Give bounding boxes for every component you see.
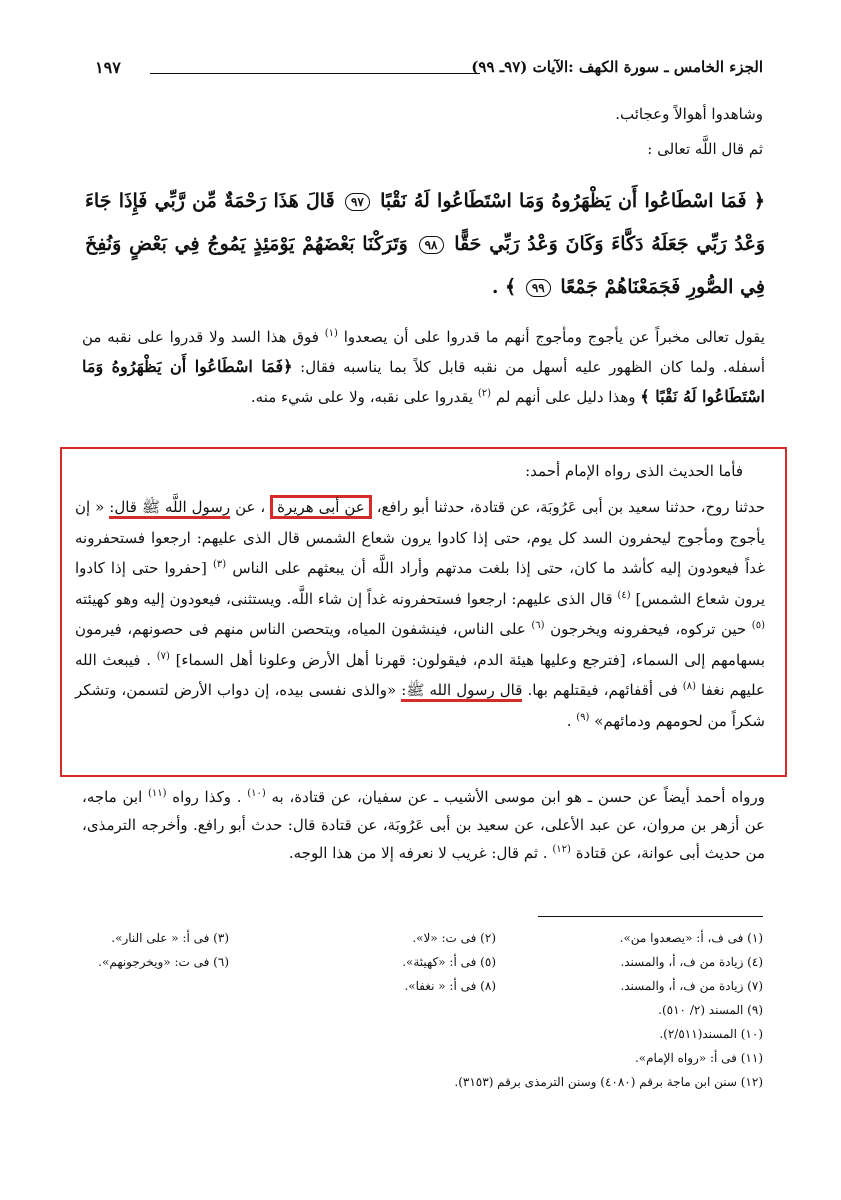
tafsir-paragraph (82, 323, 765, 412)
hadith-paragraph (75, 492, 765, 736)
text-line-2: ثم قال اللَّه تعالى : (647, 140, 763, 158)
hadith-text-9: فى أقفائهم، فيقتلهم بها. (527, 681, 678, 699)
footnote-ref-4: (٤) (617, 589, 631, 601)
verse-part-1: ﴿ فَمَا اسْطَاعُوا أَن يَظْهَرُوهُ وَمَا اسْتَطَاعُوا لَهُ نَقْبًا (380, 190, 766, 212)
narration-text-4: . ثم قال: غريب لا نعرفه إلا من هذا الوجه. (288, 844, 548, 862)
footnote-ref-8: (٨) (682, 681, 696, 692)
hadith-text-2: ، عن (235, 498, 266, 516)
footnote-5: (٥) فى أ: «كهيئة». (402, 955, 496, 969)
footnote-separator (538, 916, 763, 917)
narration-text-3: ابن ماجه، عن أزهر بن مروان، عن عبد الأعلى، عن سعيد بن أبى عَرُوبَة، عن قتادة قال: حدث أبو رافع. وأخرجه الترمذى، من حديث أبى عوانة، عن قتادة (82, 788, 765, 862)
verse-part-2: قَالَ هَذَا رَحْمَةٌ مِّن رَّبِّي فَإِذَا جَاءَ وَعْدُ رَبِّي جَعَلَهُ دَكَّاءَ وَكَانَ وَعْدُ رَبِّي حَقًّا (85, 190, 765, 255)
footnote-ref-5: (٥) (751, 620, 765, 631)
verse-end: ﴾ . (491, 276, 517, 298)
tafsir-quote: ﴿فَمَا اسْطَاعُوا أَن يَظْهَرُوهُ وَمَا اسْتَطَاعُوا لَهُ نَقْبًا ﴾ (82, 357, 765, 406)
hadith-heading: فأما الحديث الذى رواه الإمام أحمد: (525, 462, 743, 480)
tafsir-text-3: وهذا دليل على أنهم لم (495, 388, 636, 406)
footnote-ref-7: (٧) (156, 650, 170, 662)
quran-verse (85, 180, 765, 309)
hadith-text-4: [حفروا حتى إذا كادوا يرون شعاع الشمس] (75, 559, 765, 608)
abu-hurayra-highlight: عن أبى هريرة (270, 495, 372, 519)
ayah-marker-98: ٩٨ (419, 236, 444, 254)
footnote-1: (١) فى ف، أ: «يصعدوا من». (619, 931, 763, 945)
prophet-said-underline-2: قال رسول الله ﷺ: (401, 681, 522, 702)
footnote-ref-11: (١١) (148, 788, 167, 799)
hadith-text-7: على الناس، فينشفون المياه، ويتحصن الناس منهم فى حصونهم، فيرمون بسهامهم إلى السماء، [فترجع وعليها هيئة الدم، فيقولون: قهرنا أهل الأرض وعلونا أهل السماء] (75, 620, 766, 669)
narration-text-1: ورواه أحمد أيضاً عن حسن ـ هو ابن موسى الأشيب ـ عن سفيان، عن قتادة، به (271, 788, 765, 806)
tafsir-text-2: فوق هذا السد ولا قدروا على نقبه من أسفله. ولما كان الظهور عليه أسهل من نقبه قابل كلاً بما يناسبه فقال: (82, 328, 765, 376)
tafsir-text-4: يقدروا على نقبه، ولا على شيء منه. (250, 388, 474, 406)
footnote-12: (١٢) سنن ابن ماجة برقم (٤٠٨٠) وسنن الترمذى برقم (٣١٥٣). (454, 1075, 763, 1089)
page-number: ١٩٧ (95, 58, 121, 77)
hadith-text-10: «والذى نفسى بيده، إن دواب الأرض لتسمن، وتشكر شكراً من لحومهم ودمائهم» (75, 681, 765, 730)
footnote-8: (٨) فى أ: « نغفا». (404, 979, 496, 993)
running-header (95, 58, 763, 82)
tafsir-text-1: يقول تعالى مخبراً عن يأجوج ومأجوج أنهم ما قدروا على أن يصعدوا (343, 328, 765, 346)
footnote-3: (٣) فى أ: « على النار». (111, 931, 229, 945)
hadith-text-3: « إن يأجوج ومأجوج ليحفرون السد كل يوم، حتى إذا كادوا يرون شعاع الشمس قال الذى عليهم: ارجعوا فستحفرونه غداً فيعودون إليه كأشد ما كان، حتى إذا بلغت مدتهم وأراد اللَّه أن يبعثهم على الناس (75, 498, 765, 577)
footnote-7: (٧) زيادة من ف، أ، والمسند. (620, 979, 763, 993)
footnote-ref-2: (٢) (477, 388, 492, 399)
footnote-ref-6: (٦) (531, 620, 545, 631)
header-rule (150, 73, 480, 74)
hadith-text-5: قال الذى عليهم: ارجعوا فستحفرونه غداً إن شاء اللَّه. ويستثنى، فيعودون إليه وهو كهيئته (75, 589, 613, 608)
footnote-4: (٤) زيادة من ف، أ، والمسند. (620, 955, 763, 969)
narration-paragraph (82, 783, 765, 867)
header-title: الجزء الخامس ـ سورة الكهف :الآيات (٩٧ـ ٩٩) (471, 58, 763, 76)
footnote-2: (٢) فى ت: «لا». (412, 931, 496, 945)
ayah-marker-97: ٩٧ (345, 193, 370, 211)
footnote-ref-12: (١٢) (552, 844, 571, 855)
footnote-6: (٦) فى ت: «ويخرجونهم». (98, 955, 229, 969)
hadith-text-6: حين تركوه، فيحفرونه ويخرجون (550, 620, 747, 638)
footnote-ref-10: (١٠) (247, 788, 266, 799)
footnote-ref-1: (١) (324, 328, 338, 339)
text-line-1: وشاهدوا أهوالاً وعجائب. (615, 105, 763, 123)
ayah-marker-99: ٩٩ (526, 279, 551, 297)
footnote-9: (٩) المسند (٢/ ٥١٠). (658, 1003, 763, 1017)
verse-part-3: وَتَرَكْنَا بَعْضَهُمْ يَوْمَئِذٍ يَمُوجُ فِي بَعْضٍ وَنُفِخَ فِي الصُّورِ فَجَمَعْنَاهُمْ جَمْعًا (85, 233, 765, 298)
hadith-text-8: . فيبعث الله عليهم نغفا (75, 650, 765, 699)
narration-text-2: . وكذا رواه (172, 788, 242, 806)
footnote-11: (١١) فى أ: «رواه الإمام». (634, 1051, 763, 1065)
footnote-ref-9: (٩) (576, 711, 590, 723)
footnote-ref-3: (٣) (213, 559, 227, 570)
prophet-said-underline-1: رسول اللَّه ﷺ قال: (109, 498, 230, 519)
footnote-10: (١٠) المسند(٢/٥١١). (659, 1027, 763, 1041)
hadith-text-11: . (566, 711, 572, 730)
hadith-text-1: حدثنا روح، حدثنا سعيد بن أبى عَرُوبَة، عن قتادة، حدثنا أبو رافع، (376, 498, 765, 516)
